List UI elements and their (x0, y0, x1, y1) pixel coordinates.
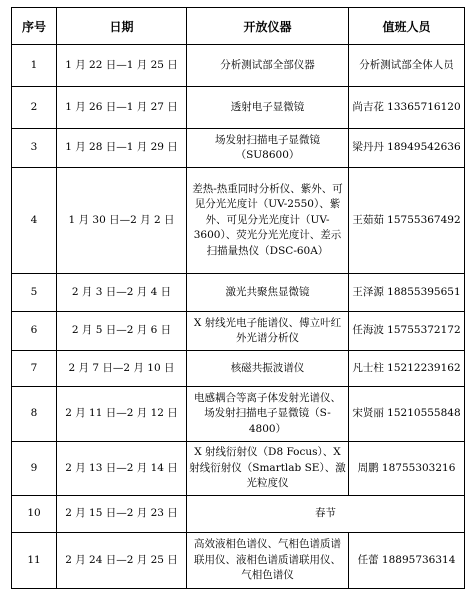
row-staff: 周鹏 18755303216 (349, 442, 465, 496)
row-date: 1 月 26 日—1 月 27 日 (57, 87, 187, 129)
table-row (12, 274, 465, 312)
row-date: 2 月 15 日—2 月 23 日 (57, 496, 187, 533)
table-row (12, 387, 465, 442)
row-staff: 尚吉花 13365716120 (349, 87, 465, 129)
row-index: 2 (12, 87, 57, 129)
table-row (12, 533, 465, 589)
table-row (12, 496, 465, 533)
row-instrument: X 射线衍射仪（D8 Focus）、X 射线衍射仪（Smartlab SE）、激光粒度仪 (187, 442, 349, 496)
row-instrument: 场发射扫描电子显微镜（SU8600） (187, 129, 349, 168)
header-row (12, 8, 465, 45)
row-instrument: 电感耦合等离子体发射光谱仪、场发射扫描电子显微镜（S-4800） (187, 387, 349, 442)
row-staff: 任蕾 18895736314 (349, 533, 465, 589)
row-staff: 王泽源 18855395651 (349, 274, 465, 312)
row-index: 11 (12, 533, 57, 589)
row-staff: 凡士柱 15212239162 (349, 351, 465, 387)
row-staff: 任海波 15755372172 (349, 312, 465, 351)
row-index: 3 (12, 129, 57, 168)
table-row (12, 129, 465, 168)
row-index: 4 (12, 168, 57, 274)
row-instrument: 透射电子显微镜 (187, 87, 349, 129)
table-row (12, 351, 465, 387)
header-date: 日期 (57, 8, 187, 45)
row-staff: 宋贤丽 15210555848 (349, 387, 465, 442)
row-date: 1 月 28 日—1 月 29 日 (57, 129, 187, 168)
row-date: 2 月 13 日—2 月 14 日 (57, 442, 187, 496)
row-instrument: 高效液相色谱仪、气相色谱质谱联用仪、液相色谱质谱联用仪、气相色谱仪 (187, 533, 349, 589)
row-date: 2 月 3 日—2 月 4 日 (57, 274, 187, 312)
row-index: 10 (12, 496, 57, 533)
row-date: 2 月 24 日—2 月 25 日 (57, 533, 187, 589)
table-row (12, 87, 465, 129)
row-index: 9 (12, 442, 57, 496)
row-index: 6 (12, 312, 57, 351)
table-row (12, 442, 465, 496)
row-staff: 王茹茹 15755367492 (349, 168, 465, 274)
row-holiday: 春节 (187, 496, 465, 533)
row-instrument: X 射线光电子能谱仪、傅立叶红外光谱分析仪 (187, 312, 349, 351)
header-staff: 值班人员 (349, 8, 465, 45)
row-date: 2 月 7 日—2 月 10 日 (57, 351, 187, 387)
row-index: 5 (12, 274, 57, 312)
row-date: 2 月 5 日—2 月 6 日 (57, 312, 187, 351)
header-index: 序号 (12, 8, 57, 45)
row-staff: 梁丹丹 18949542636 (349, 129, 465, 168)
row-index: 8 (12, 387, 57, 442)
table-row (12, 168, 465, 274)
header-instrument: 开放仪器 (187, 8, 349, 45)
row-staff: 分析测试部全体人员 (349, 45, 465, 87)
row-date: 1 月 30 日—2 月 2 日 (57, 168, 187, 274)
table-row (12, 45, 465, 87)
row-date: 1 月 22 日—1 月 25 日 (57, 45, 187, 87)
row-instrument: 激光共聚焦显微镜 (187, 274, 349, 312)
duty-schedule-table (11, 7, 465, 589)
row-instrument: 差热-热重同时分析仪、紫外、可见分光光度计（UV-2550）、紫外、可见分光光度计（UV-3600）、荧光分光光度计、差示扫描量热仪（DSC-60A） (187, 168, 349, 274)
row-index: 7 (12, 351, 57, 387)
row-index: 1 (12, 45, 57, 87)
row-instrument: 核磁共振波谱仪 (187, 351, 349, 387)
table-row (12, 312, 465, 351)
row-instrument: 分析测试部全部仪器 (187, 45, 349, 87)
row-date: 2 月 11 日—2 月 12 日 (57, 387, 187, 442)
